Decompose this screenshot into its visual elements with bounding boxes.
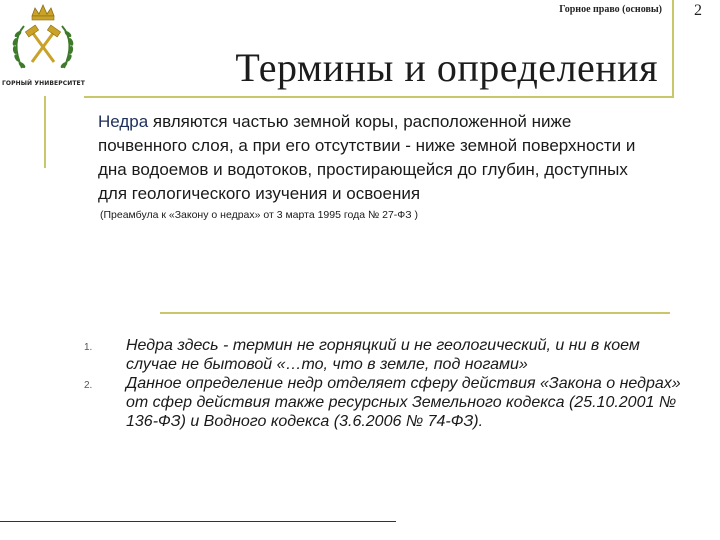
list-item-text: Недра здесь - термин не горняцкий и не геологический, и ни в коем случае не бытовой «…то, что в земле, под ногами»	[126, 337, 640, 373]
citation: (Преамбула к «Закону о недрах» от 3 марта 1995 года № 27-ФЗ )	[100, 209, 419, 221]
slide-title: Термины и определения	[235, 45, 658, 90]
decorative-rule-title	[84, 96, 674, 98]
decorative-rule-vertical-left	[44, 96, 46, 168]
decorative-rule-vertical-right	[672, 0, 674, 98]
university-emblem-icon	[2, 2, 84, 82]
list-item-number: 1.	[84, 342, 93, 353]
course-title: Горное право (основы)	[559, 4, 662, 15]
list-item-text: Данное определение недр отделяет сферу действия «Закона о недрах» от сфер действия также ресурсных Земельного кодекса (25.10.2001 № 136-ФЗ) и Водного кодекса (3.6.2006 № 74-ФЗ).	[126, 375, 681, 430]
definition-term: Недра	[98, 112, 149, 131]
footer-rule	[0, 521, 396, 522]
university-logo	[2, 2, 84, 92]
page-number: 2	[694, 2, 702, 19]
definition-text: являются частью земной коры, расположенной ниже почвенного слоя, а при его отсутствии - ниже земной поверхности и дна водоемов и водотоков, простирающейся до глубин, доступных для геологического изучения и освоения	[98, 112, 636, 203]
list-item-number: 2.	[84, 380, 93, 391]
definition-paragraph	[98, 110, 658, 206]
logo-caption: ГОРНЫЙ УНИВЕРСИТЕТ	[2, 80, 85, 87]
decorative-rule-middle	[160, 312, 670, 314]
